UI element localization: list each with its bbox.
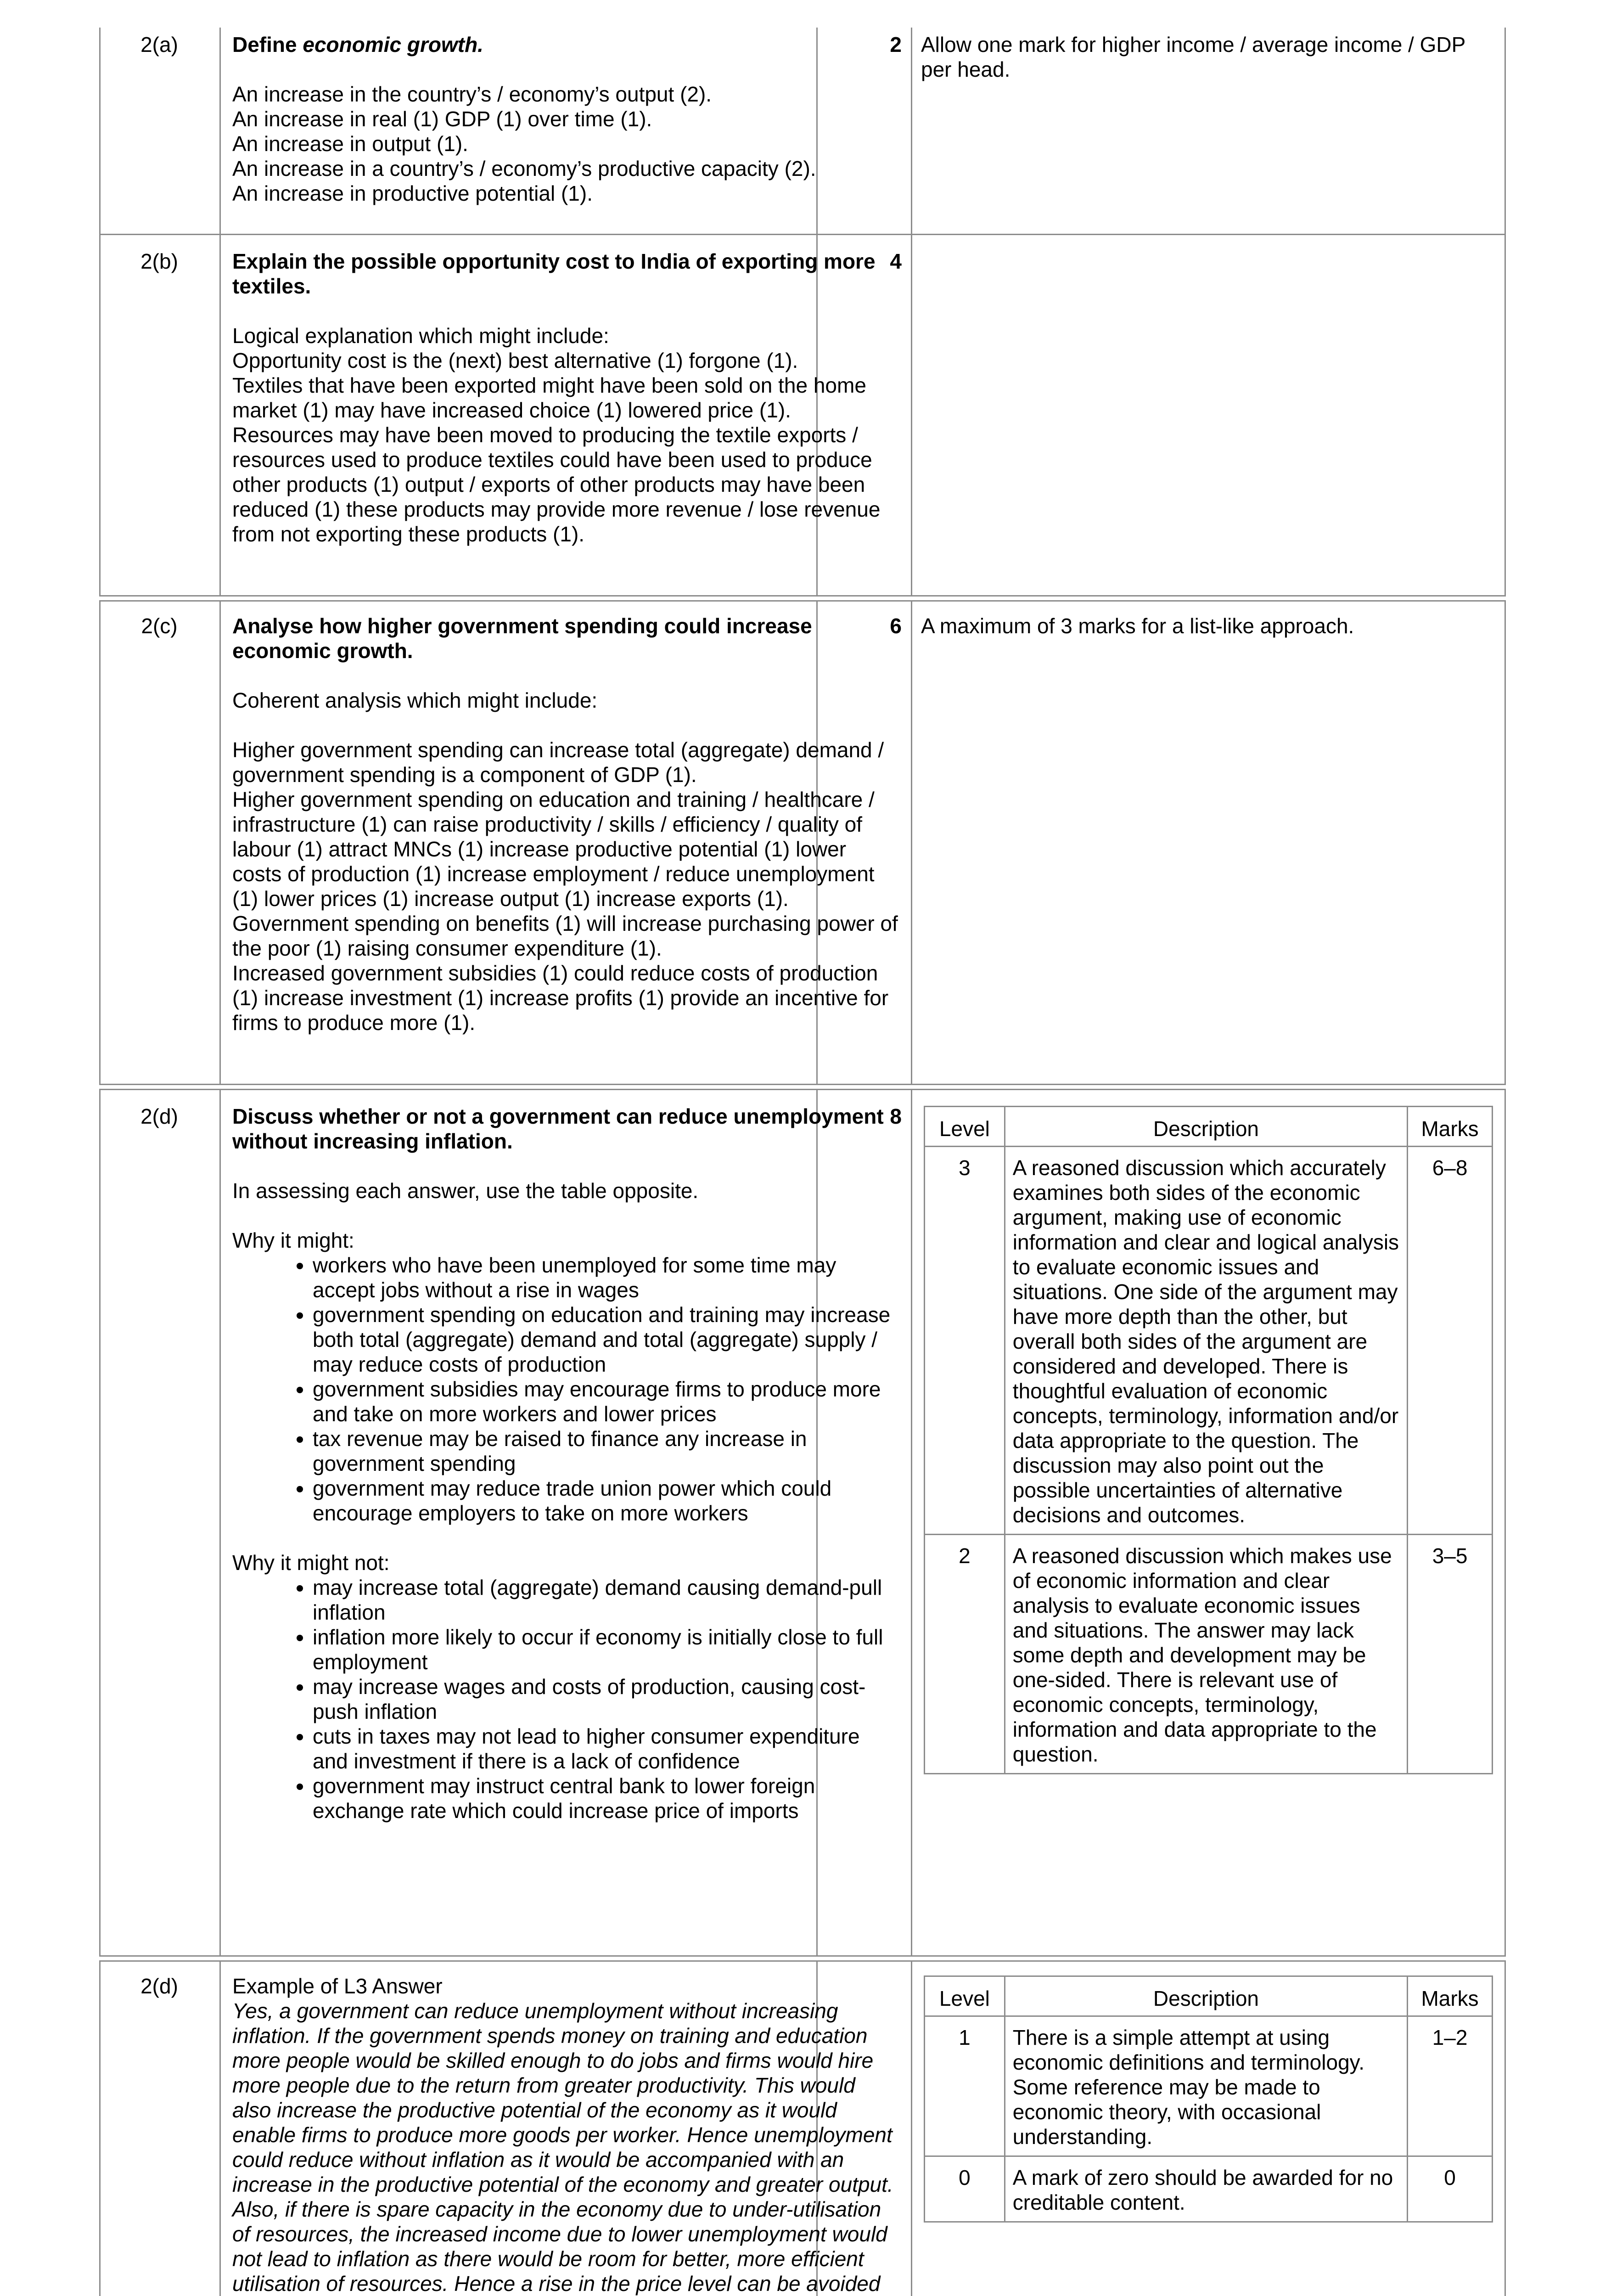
list-item: • government subsidies may encourage firms to produce more and take on more workers and lower prices [313, 1377, 898, 1426]
question-text: Define economic growth. [232, 33, 483, 56]
marks-value: 8 [890, 1104, 902, 1128]
answer-intro: In assessing each answer, use the table opposite. [232, 1179, 699, 1203]
marks-header: Marks [1408, 1976, 1493, 2016]
answer-cell [232, 1104, 898, 1823]
level-cell: 2 [925, 1535, 1005, 1774]
row-2d [99, 1089, 1506, 1961]
question-number: 2(b) [140, 249, 178, 273]
description-cell: A mark of zero should be awarded for no creditable content. [1005, 2156, 1407, 2222]
answer-line: An increase in a country’s / economy’s productive capacity (2). [232, 157, 816, 180]
list-item: • inflation more likely to occur if economy is initially close to full employment [313, 1625, 898, 1674]
why-might-list [232, 1253, 898, 1525]
list-item: • may increase wages and costs of production, causing cost-push inflation [313, 1674, 898, 1724]
list-item: • government may reduce trade union power which could encourage employers to take on more workers [313, 1476, 898, 1525]
marks-cell: 6–8 [1408, 1147, 1493, 1535]
list-item: • tax revenue may be raised to finance any increase in government spending [313, 1426, 898, 1476]
list-item: • workers who have been unemployed for some time may accept jobs without a rise in wages [313, 1253, 898, 1302]
answer-cell [232, 32, 898, 206]
table-row [925, 2156, 1493, 2222]
answer-line: Increased government subsidies (1) could reduce costs of production (1) increase investment (1) increase profits (1) provide an incentive for firms to produce more (1). [232, 961, 889, 1035]
question-text: Explain the possible opportunity cost to India of exporting more textiles. [232, 249, 876, 298]
question-number: 2(d) [140, 1974, 178, 1998]
answer-line: An increase in real (1) GDP (1) over time (1). [232, 107, 652, 131]
example-paragraph: Yes, a government can reduce unemployment without increasing inflation. If the government spends money on training and education more people would be skilled enough to do jobs and firms would hire more people due to the return from greater productivity. This would also increase the productive potential of the economy as it would enable firms to produce more goods per worker. Hence unemployment could reduce without inflation as it would be accompanied with an increase in the productive potential of the economy and greater output. Also, if there is spare capacity in the economy due to under-utilisation of resources, the increased income due to lower unemployment would not lead to inflation as there would be room for better, more efficient utilisation of resources. Hence a rise in the price level can be avoided [232, 1999, 893, 2296]
guidance-text: A maximum of 3 marks for a list-like approach. [921, 614, 1354, 638]
row-2d-l3-example [99, 1961, 1506, 2296]
level-header: Level [925, 1107, 1005, 1147]
answer-cell [232, 1974, 898, 2296]
why-might-heading: Why it might: [232, 1228, 354, 1252]
level-table-upper [924, 1106, 1493, 1774]
answer-intro: Logical explanation which might include: [232, 324, 609, 348]
question-number: 2(c) [141, 614, 178, 638]
list-item: • may increase total (aggregate) demand causing demand-pull inflation [313, 1575, 898, 1625]
list-item: • government spending on education and training may increase both total (aggregate) demand and total (aggregate) supply / may reduce costs of production [313, 1302, 898, 1377]
answer-line: An increase in the country’s / economy’s output (2). [232, 82, 712, 106]
question-text: Analyse how higher government spending could increase economic growth. [232, 614, 812, 663]
description-cell: There is a simple attempt at using economic definitions and terminology. Some reference may be made to economic theory, with occasional understanding. [1005, 2016, 1407, 2156]
question-number: 2(a) [140, 33, 178, 56]
question-text: Discuss whether or not a government can reduce unemployment without increasing inflation. [232, 1104, 884, 1153]
answer-cell [232, 249, 898, 546]
row-2a [99, 28, 1506, 235]
list-item: • cuts in taxes may not lead to higher consumer expenditure and investment if there is a lack of confidence [313, 1724, 898, 1773]
answer-line: Government spending on benefits (1) will increase purchasing power of the poor (1) raising consumer expenditure (1). [232, 912, 898, 960]
answer-line: Resources may have been moved to producing the textile exports / resources used to produce textiles could have been used to produce other products (1) output / exports of other products may have been reduced (1) these products may provide more revenue / lose revenue from not exporting these products (1). [232, 423, 881, 546]
answer-cell [232, 613, 898, 1035]
answer-line: An increase in productive potential (1). [232, 181, 593, 205]
description-header: Description [1005, 1976, 1407, 2016]
table-row [925, 2016, 1493, 2156]
answer-line: Higher government spending on education and training / healthcare / infrastructure (1) can raise productivity / skills / efficiency / quality of labour (1) attract MNCs (1) increase productive potential (1) lower costs of production (1) increase employment / reduce unemployment (1) lower prices (1) increase output (1) increase exports (1). [232, 788, 875, 911]
row-2c [99, 601, 1506, 1089]
marks-value: 2 [890, 33, 902, 56]
marks-cell: 3–5 [1408, 1535, 1493, 1774]
level-table-lower [924, 1975, 1493, 2223]
level-header: Level [925, 1976, 1005, 2016]
answer-intro: Coherent analysis which might include: [232, 688, 598, 712]
table-row [925, 1147, 1493, 1535]
marks-header: Marks [1408, 1107, 1493, 1147]
why-might-not-list [232, 1575, 898, 1823]
example-heading: Example of L3 Answer [232, 1974, 443, 1998]
question-number: 2(d) [140, 1104, 178, 1128]
answer-line: Opportunity cost is the (next) best alternative (1) forgone (1). [232, 349, 798, 372]
description-header: Description [1005, 1107, 1407, 1147]
answer-line: An increase in output (1). [232, 132, 468, 156]
guidance-text: Allow one mark for higher income / average income / GDP per head. [921, 33, 1465, 81]
answer-line: Higher government spending can increase total (aggregate) demand / government spending is a component of GDP (1). [232, 738, 884, 787]
level-cell: 0 [925, 2156, 1005, 2222]
marks-value: 4 [890, 249, 902, 273]
row-2b [99, 235, 1506, 601]
table-row [925, 1535, 1493, 1774]
marks-cell: 1–2 [1408, 2016, 1493, 2156]
list-item: • government may instruct central bank to lower foreign exchange rate which could increase price of imports [313, 1773, 898, 1823]
description-cell: A reasoned discussion which accurately examines both sides of the economic argument, making use of economic information and clear and logical analysis to evaluate economic issues and situations. One side of the argument may have more depth than the other, but overall both sides of the argument are considered and developed. There is thoughtful evaluation of economic concepts, terminology, information and/or data appropriate to the question. The discussion may also point out the possible uncertainties of alternative decisions and outcomes. [1005, 1147, 1407, 1535]
marks-value: 6 [890, 614, 902, 638]
why-might-not-heading: Why it might not: [232, 1551, 390, 1575]
marks-cell: 0 [1408, 2156, 1493, 2222]
answer-line: Textiles that have been exported might have been sold on the home market (1) may have increased choice (1) lowered price (1). [232, 373, 866, 422]
level-cell: 1 [925, 2016, 1005, 2156]
level-cell: 3 [925, 1147, 1005, 1535]
description-cell: A reasoned discussion which makes use of economic information and clear analysis to evaluate economic issues and situations. The answer may lack some depth and development may be one-sided. There is relevant use of economic concepts, terminology, information and data appropriate to the question. [1005, 1535, 1407, 1774]
